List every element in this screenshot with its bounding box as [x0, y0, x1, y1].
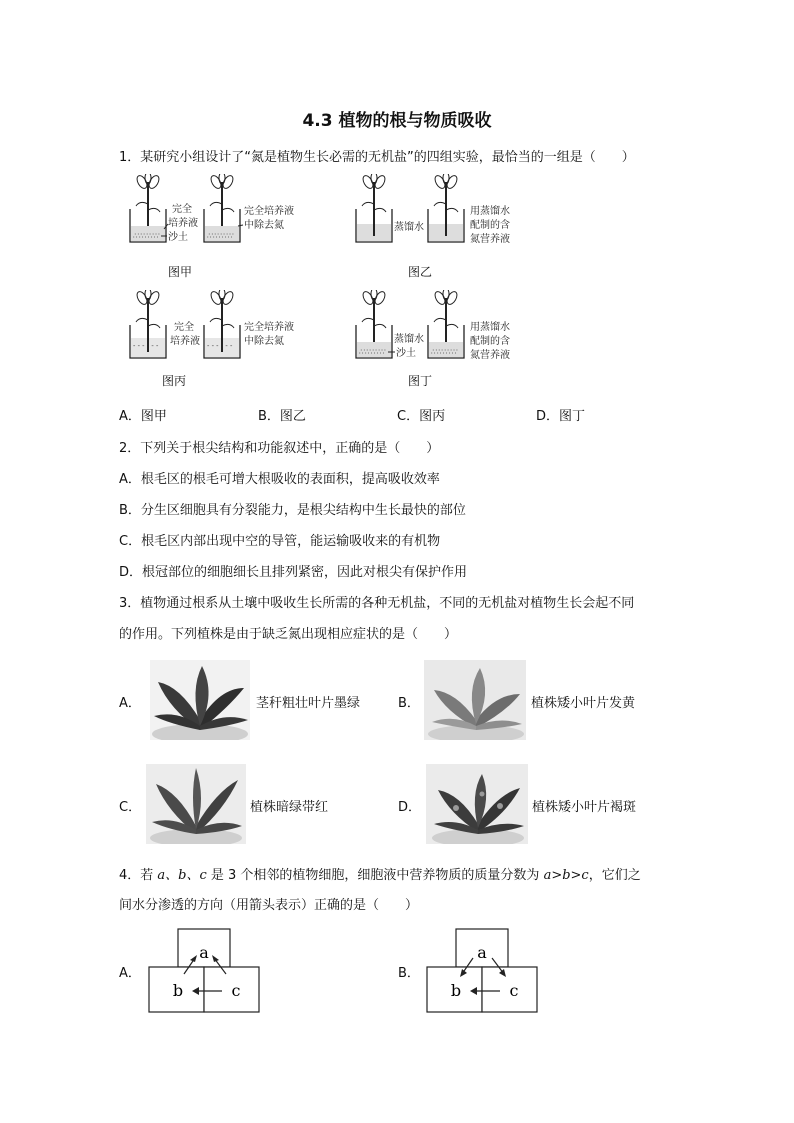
- q4-stem-mid: 是 3 个相邻的植物细胞，细胞液中营养物质的质量分数为: [206, 868, 544, 883]
- svg-text:- - - - - -: - - - - - -: [133, 342, 159, 350]
- q3-option-a-letter: A．: [119, 696, 141, 711]
- q4-a-cell-c: c: [231, 981, 241, 1000]
- figure-yi: [352, 174, 522, 254]
- question-2-stem: 2．下列关于根尖结构和功能叙述中，正确的是（ ）: [119, 441, 440, 456]
- fig-ding-right-label-1: 用蒸馏水: [470, 322, 510, 333]
- fig-jia-left-label-1: 完全: [172, 204, 192, 215]
- figure-jia: [128, 174, 308, 254]
- plant-photo-b: [424, 660, 526, 740]
- beaker-right: [204, 174, 240, 242]
- q4-option-b-letter: B．: [398, 966, 420, 981]
- figure-ding: [352, 290, 522, 370]
- page-title: 4.3 植物的根与物质吸收: [302, 111, 492, 131]
- svg-text:∴∵∴∵∴∵: ∴∵∴∵∴∵: [207, 232, 234, 240]
- q3-option-a-text: 茎秆粗壮叶片墨绿: [256, 696, 361, 711]
- q4-cell-vars: a、b、c: [157, 868, 207, 883]
- q3-option-d-letter: D．: [398, 800, 422, 815]
- fig-yi-right-label-2: 配制的含: [470, 220, 510, 231]
- question-3-stem-line-2: 的作用。下列植株是由于缺乏氮出现相应症状的是（ ）: [119, 627, 458, 642]
- q4-stem-suffix: ，它们之: [588, 868, 641, 883]
- q1-option-c: C．图丙: [397, 409, 446, 424]
- q2-option-b: B．分生区细胞具有分裂能力，是根尖结构中生长最快的部位: [119, 503, 466, 518]
- fig-yi-left-label-1: 蒸馏水: [394, 222, 424, 233]
- q4-b-cell-c: c: [509, 981, 519, 1000]
- fig-ding-right-label-3: 氮营养液: [470, 350, 510, 361]
- fig-bing-caption: 图丙: [162, 374, 187, 388]
- question-1-stem: 1．某研究小组设计了“氮是植物生长必需的无机盐”的四组实验，最恰当的一组是（ ）: [119, 150, 635, 165]
- fig-jia-left-label-2: 培养液: [168, 218, 198, 229]
- plant-photo-d: [426, 764, 528, 844]
- figure-bing: [128, 290, 308, 370]
- question-4-stem-line-2: 间水分渗透的方向（用箭头表示）正确的是（ ）: [119, 898, 419, 913]
- fig-jia-right-label-1: 完全培养液: [244, 206, 294, 217]
- question-4-stem-line-1: [119, 864, 641, 883]
- fig-bing-left-label-1: 完全: [174, 322, 194, 333]
- q3-option-c-letter: C．: [119, 800, 142, 815]
- q2-option-d: D．根冠部位的细胞细长且排列紧密，因此对根尖有保护作用: [119, 565, 468, 580]
- fig-bing-right-label-1: 完全培养液: [244, 322, 294, 333]
- q1-option-d: D．图丁: [536, 409, 586, 424]
- fig-jia-soil-label: 沙土: [168, 232, 188, 243]
- q1-option-a: A．图甲: [119, 409, 167, 424]
- fig-yi-right-label-3: 氮营养液: [470, 234, 510, 245]
- q4-option-a-diagram: [148, 928, 260, 1014]
- fig-yi-right-label-1: 用蒸馏水: [470, 206, 510, 217]
- fig-bing-left-label-2: 培养液: [170, 336, 200, 347]
- fig-bing-right-label-2: 中除去氮: [244, 336, 284, 347]
- q4-stem-prefix: 4．若: [119, 868, 158, 883]
- q4-a-cell-a: a: [199, 943, 209, 962]
- beaker-left: [130, 174, 166, 242]
- q4-b-cell-a: a: [477, 943, 487, 962]
- svg-text:- - - - - -: - - - - - -: [207, 342, 233, 350]
- fig-ding-soil-label: 沙土: [396, 348, 416, 359]
- plant-photo-a: [150, 660, 250, 740]
- svg-text:∴∵∴∵∴∵: ∴∵∴∵∴∵: [431, 348, 458, 356]
- q4-option-b-diagram: [426, 928, 538, 1014]
- q1-option-b: B．图乙: [258, 409, 306, 424]
- fig-ding-left-label-1: 蒸馏水: [394, 334, 424, 345]
- fig-yi-caption: 图乙: [408, 265, 433, 279]
- q3-option-c-text: 植株暗绿带红: [250, 800, 329, 815]
- q2-option-c: C．根毛区内部出现中空的导管，能运输吸收来的有机物: [119, 534, 441, 549]
- q4-b-cell-b: b: [450, 981, 462, 1000]
- q4-relation: a>b>c: [543, 868, 589, 883]
- q3-option-b-text: 植株矮小叶片发黄: [531, 696, 636, 711]
- plant-photo-c: [146, 764, 246, 844]
- svg-text:∴∵∴∵∴∵: ∴∵∴∵∴∵: [133, 232, 160, 240]
- fig-ding-caption: 图丁: [408, 374, 433, 388]
- q4-option-a-letter: A．: [119, 966, 141, 981]
- fig-jia-right-label-2: 中除去氮: [244, 220, 284, 231]
- q3-option-d-text: 植株矮小叶片褐斑: [532, 800, 637, 815]
- q4-a-cell-b: b: [172, 981, 184, 1000]
- svg-text:∴∵∴∵∴∵: ∴∵∴∵∴∵: [359, 348, 386, 356]
- q2-option-a: A．根毛区的根毛可增大根吸收的表面积，提高吸收效率: [119, 472, 440, 487]
- q3-option-b-letter: B．: [398, 696, 420, 711]
- question-3-stem-line-1: 3．植物通过根系从土壤中吸收生长所需的各种无机盐，不同的无机盐对植物生长会起不同: [119, 596, 635, 611]
- fig-ding-right-label-2: 配制的含: [470, 336, 510, 347]
- fig-jia-caption: 图甲: [168, 265, 193, 279]
